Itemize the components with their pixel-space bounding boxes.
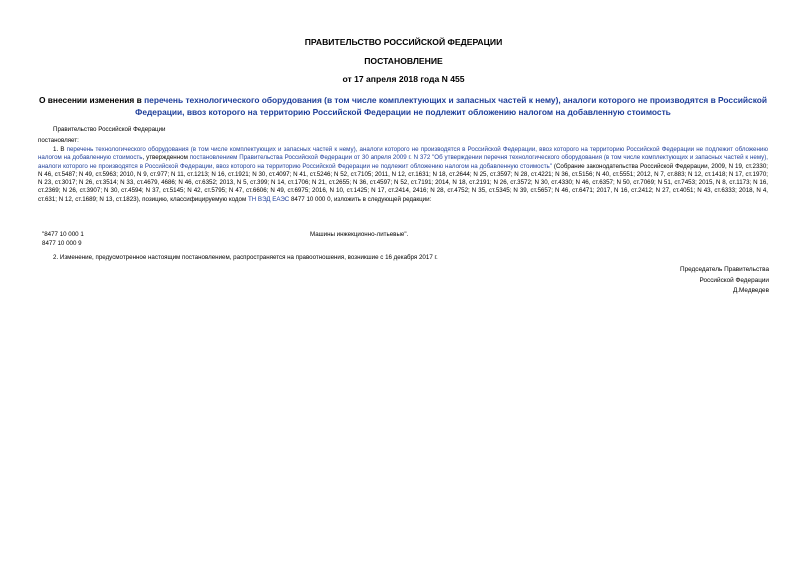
heading-link[interactable]: перечень технологического оборудования (в том числе комплектующих и запасных частей к нему), аналоги которого не производятся в Российской Федерации, ввоз которого на территорию Российской Федерации не подлежит обложению налогом на добавленную стоимость [135,95,768,117]
paragraph-1-citations: (Собрание законодательства Российской Федерации, 2009, N 19, ст.2330; N 46, ст.5487; N 49, ст.5963; 2010, N 9, ст.977; N 11, ст.1213; N 16, ст.1921; N 30, ст.4097; N 41, ст.5246; N 52, ст.7105; 2011, N 12, ст.1631; N 18, ст.2644; N 25, ст.3597; N 28, ст.4221; N 36, ст.5156; N 40, ст.5551; 2012, N 7, ст.883; N 12, ст.1418; N 17, ст.1970; N 23, ст.3017; N 26, ст.3514; N 33, ст.4679, 4686; N 46, ст.6352; 2013, N 5, ст.399; N 14, ст.1706; N 21, ст.2655; N 36, ст.4597; N 52, ст.7191; 2014, N 18, ст.2191; N 26, ст.3572; N 30, ст.4330; N 46, ст.6357; N 50, ст.7069; N 51, ст.7453; 2015, N 8, ст.1173; N 16, ст.2369; N 26, ст.3907; N 30, ст.4594; N 37, ст.5145; N 42, ст.5795; N 47, ст.6606; N 49, ст.6975; 2016, N 10, ст.1425; N 17, ст.2414, 2416; N 28, ст.4752; N 35, ст.5345; N 39, ст.5657; N 46, ст.6471; 2017, N 16, ст.2412; N 27, ст.4051; N 43, ст.6333; 2018, N 4, ст.631; N 12, ст.1689; N 13, ст.1823), позицию, классифицируемую кодом [38,162,769,203]
government-line: Правительство Российской Федерации [53,126,166,133]
signature-title-line2: Российской Федерации [699,276,769,284]
paragraph-1-middle: , утвержденном [142,154,190,162]
code-cell: "8477 10 000 1 [42,231,84,238]
code-cell: 8477 10 000 9 [42,240,82,247]
list-link[interactable]: перечень технологического оборудования (в том числе комплектующих и запасных частей к нему), аналоги которого не производятся в Российской Федерации, ввоз которого на территорию Российской Федерации не подлежит обложению налогом на добавленную стоимость [38,146,768,162]
resolves-line: постановляет: [38,137,79,144]
paragraph-1 [38,146,768,204]
signature-block [680,265,769,297]
resolution-372-link[interactable]: постановлением Правительства Российской Федерации от 30 апреля 2009 г. N 372 "Об утверждении перечня технологического оборудования (в том числе комплектующих и запасных частей к нему), аналоги которого не производятся в Российской Федерации, ввоз которого на территорию Российской Федерации не подлежит обложению налогом на добавленную стоимость" [38,154,769,170]
document-date-number: от 17 апреля 2018 года N 455 [342,74,465,84]
paragraph-1-number: 1. В [53,146,67,153]
signature-name: Д.Медведев [732,287,769,294]
paragraph-1-end: 8477 10 000 0, изложить в следующей редакции: [289,195,432,203]
document-type: ПОСТАНОВЛЕНИЕ [364,56,443,66]
code-description: Машины инжекционно-литьевые". [310,231,409,238]
signature-title-line1: Председатель Правительства [680,266,769,273]
heading-prefix: О внесении изменения в [38,95,145,105]
table-row [38,240,768,249]
tnved-link[interactable]: ТН ВЭД ЕАЭС [247,195,290,203]
document-heading [38,94,768,118]
table-row [38,231,768,240]
government-title: ПРАВИТЕЛЬСТВО РОССИЙСКОЙ ФЕДЕРАЦИИ [304,37,503,47]
codes-table [38,231,768,249]
paragraph-2: 2. Изменение, предусмотренное настоящим постановлением, распространяется на правоотношения, возникшие с 16 декабря 2017 г. [53,254,438,261]
